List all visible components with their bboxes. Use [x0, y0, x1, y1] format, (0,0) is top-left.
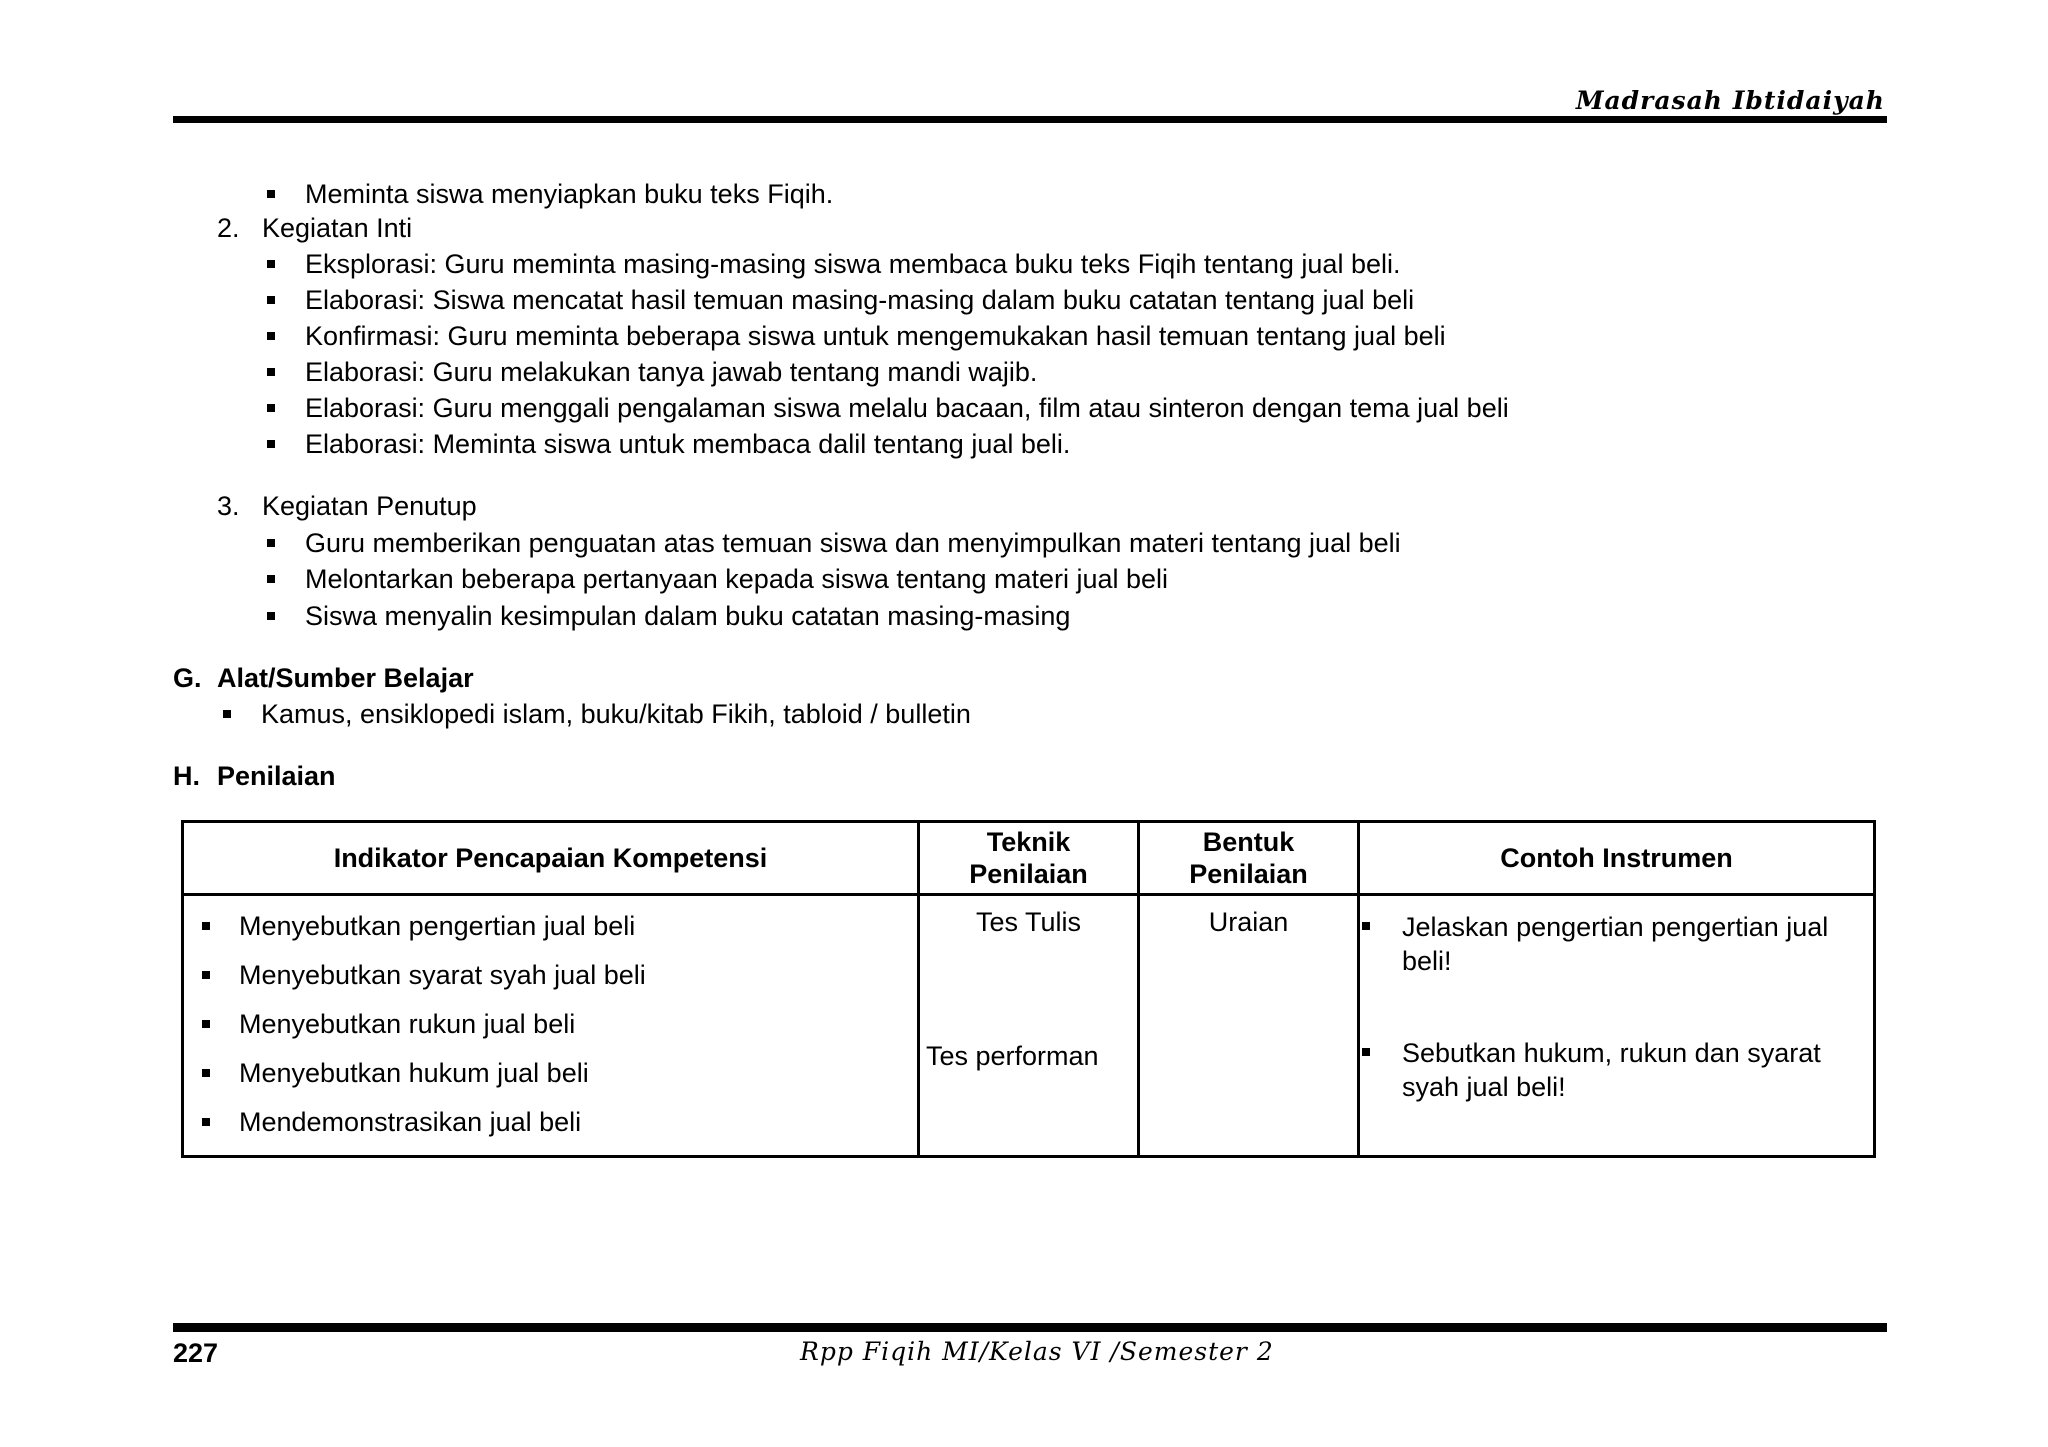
- header-form-line1: Bentuk: [1202, 827, 1295, 857]
- section-number: 3.: [217, 491, 240, 521]
- list-item: Elaborasi: Guru melakukan tanya jawab tentang mandi wajib.: [305, 357, 1038, 387]
- list-item: Melontarkan beberapa pertanyaan kepada siswa tentang materi jual beli: [305, 564, 1169, 594]
- technique-performance: Tes performan: [926, 1041, 1099, 1071]
- list-item: Konfirmasi: Guru meminta beberapa siswa untuk mengemukakan hasil temuan tentang jual beli: [305, 321, 1446, 351]
- list-item: Elaborasi: Meminta siswa untuk membaca dalil tentang jual beli.: [305, 429, 1071, 459]
- indicator-list: [184, 896, 917, 1138]
- list-item: Meminta siswa menyiapkan buku teks Fiqih.: [305, 179, 834, 209]
- section-title: Kegiatan Penutup: [262, 491, 477, 521]
- header-indicator: Indikator Pencapaian Kompetensi: [183, 822, 919, 895]
- form-cell: [1139, 895, 1359, 1157]
- list-item: Sebutkan hukum, rukun dan syarat syah jual beli!: [1360, 1036, 1863, 1104]
- section-heading-title: Penilaian: [217, 761, 336, 791]
- table-header-row: [183, 822, 1875, 895]
- header-technique-line2: Penilaian: [969, 859, 1088, 889]
- list-item: Menyebutkan pengertian jual beli: [184, 910, 917, 942]
- section-number: 2.: [217, 213, 240, 243]
- header-title: Madrasah Ibtidaiyah: [1575, 86, 1885, 115]
- technique-cell: [919, 895, 1139, 1157]
- table-row: [183, 895, 1875, 1157]
- form-value: Uraian: [1208, 907, 1289, 937]
- header-rule: [173, 116, 1887, 123]
- example-list: [1360, 896, 1873, 1104]
- indicator-cell: [183, 895, 919, 1157]
- example-cell: [1359, 895, 1875, 1157]
- list-item: Kamus, ensiklopedi islam, buku/kitab Fikih, tabloid / bulletin: [261, 699, 971, 729]
- list-item: Menyebutkan syarat syah jual beli: [184, 959, 917, 991]
- section-letter: H.: [173, 761, 200, 791]
- technique-written: Tes Tulis: [975, 907, 1082, 937]
- section-letter: G.: [173, 663, 202, 693]
- list-item: Mendemonstrasikan jual beli: [184, 1106, 917, 1138]
- footer-rule: [173, 1323, 1887, 1332]
- list-item: Eksplorasi: Guru meminta masing-masing siswa membaca buku teks Fiqih tentang jual beli.: [305, 249, 1401, 279]
- list-item: Menyebutkan rukun jual beli: [184, 1008, 917, 1040]
- header-form-line2: Penilaian: [1189, 859, 1308, 889]
- list-item: Elaborasi: Guru menggali pengalaman siswa melalu bacaan, film atau sinteron dengan tema jual beli: [305, 393, 1509, 423]
- list-item: Menyebutkan hukum jual beli: [184, 1057, 917, 1089]
- section-heading-title: Alat/Sumber Belajar: [217, 663, 474, 693]
- assessment-table: [181, 820, 1876, 1158]
- header-form: [1139, 822, 1359, 895]
- list-item: Siswa menyalin kesimpulan dalam buku catatan masing-masing: [305, 601, 1071, 631]
- list-item: Jelaskan pengertian pengertian jual beli!: [1360, 910, 1863, 978]
- header-technique: [919, 822, 1139, 895]
- header-technique-line1: Teknik: [986, 827, 1071, 857]
- footer-title: Rpp Fiqih MI/Kelas VI /Semester 2: [800, 1337, 1274, 1366]
- list-item: Guru memberikan penguatan atas temuan siswa dan menyimpulkan materi tentang jual beli: [305, 528, 1401, 558]
- section-title: Kegiatan Inti: [262, 213, 413, 243]
- section-heading-h: [173, 760, 336, 792]
- header-example: Contoh Instrumen: [1359, 822, 1875, 895]
- list-item: Elaborasi: Siswa mencatat hasil temuan masing-masing dalam buku catatan tentang jual beli: [305, 285, 1415, 315]
- page-number: 227: [173, 1338, 219, 1368]
- section-heading-g: [173, 662, 474, 694]
